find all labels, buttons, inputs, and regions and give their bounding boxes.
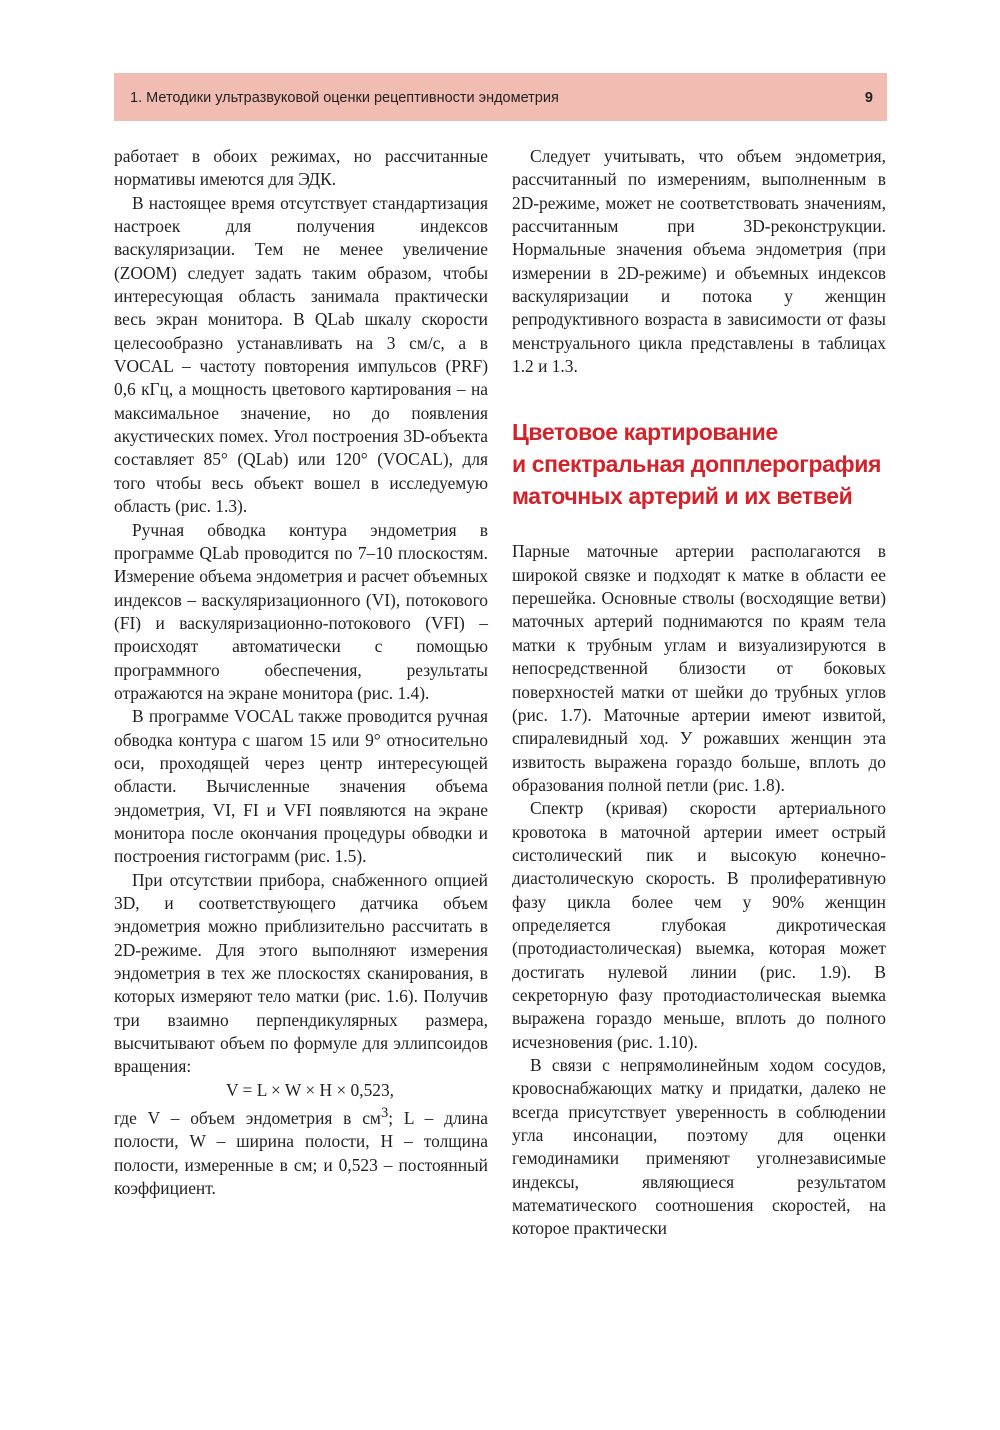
text-segment: ; L – длина полости, W – ширина полости, H – толщина полости, измеренные в см; и 0,523 – постоянный коэффициент.	[114, 1107, 488, 1198]
paragraph: Спектр (кривая) скорости артериального кровотока в маточной артерии имеет острый систолический пик и высокую конечно-диастолическую скорость. В пролиферативную фазу цикла более чем у 90% женщин определяется глубокая дикротическая (протодиастолическая) выемка, которая может достигать нулевой линии (рис. 1.9). В секреторную фазу протодиастолическая выемка выражена гораздо меньше, вплоть до полного исчезновения (рис. 1.10).	[512, 798, 886, 1052]
paragraph: В связи с непрямолинейным ходом сосудов, кровоснабжающих матку и придатки, далеко не всегда присутствует уверенность в соблюдении угла инсонации, поэтому для оценки гемодинамики применяют уголнезависимые индексы, являющиеся результатом математического соотношения скоростей, на которое практически	[512, 1055, 886, 1239]
paragraph: В программе VOCAL также проводится ручная обводка контура с шагом 15 или 9° относительно оси, проходящей через центр интересующей области. Вычисленные значения объема эндометрия, VI, FI и VFI появляются на экране монитора после окончания процедуры обводки и построения гистограмм (рис. 1.5).	[114, 706, 488, 867]
paragraph	[114, 1102, 488, 1200]
left-column	[114, 145, 488, 1200]
paragraph: При отсутствии прибора, снабженного опцией 3D, и соответствующего датчика объем эндометрия можно приблизительно рассчитать в 2D-режиме. Для этого выполняют измерения эндометрия в тех же плоскостях сканирования, в которых измеряют тело матки (рис. 1.6). Получив три взаимно перпендикулярных размера, высчитывают объем по формуле для эллипсоидов вращения:	[114, 869, 488, 1077]
paragraph: Ручная обводка контура эндометрия в программе QLab проводится по 7–10 плоскостям. Измерение объема эндометрия и расчет объемных индексов – васкуляризационного (VI), потокового (FI) и васкуляризационно-потокового (VFI) – происходят автоматически с помощью программного обеспечения, результаты отражаются на экране монитора (рис. 1.4).	[114, 519, 488, 703]
paragraph: работает в обоих режимах, но рассчитанные нормативы имеются для ЭДК.	[114, 146, 488, 190]
paragraph: Следует учитывать, что объем эндометрия, рассчитанный по измерениям, выполненным в 2D-режиме, может не соответствовать значениям, рассчитанным при 3D-реконструкции. Нормальные значения объема эндометрия (при измерении в 2D-режиме) и объемных индексов васкуляризации и потока у женщин репродуктивного возраста в зависимости от фазы менструального цикла представлены в таблицах 1.2 и 1.3.	[512, 146, 886, 377]
right-column	[512, 145, 886, 1241]
section-title-line: маточных артерий и их ветвей	[512, 483, 853, 510]
text-segment: где V – объем эндометрия в см	[114, 1107, 381, 1128]
running-header-title: 1. Методики ультразвуковой оценки рецептивности эндометрия	[130, 90, 559, 106]
running-header	[114, 73, 887, 121]
paragraph: В настоящее время отсутствует стандартизация настроек для получения индексов васкуляризации. Тем не менее увеличение (ZOOM) следует задать таким образом, чтобы интересующая область занимала практически весь экран монитора. В QLab шкалу скорости целесообразно устанавливать на 3 см/с, а в VOCAL – частоту повторения импульсов (PRF) 0,6 кГц, а мощность цветового картирования – на максимальное значение, но до появления акустических помех. Угол построения 3D-объекта составляет 85° (QLab) или 120° (VOCAL), для того чтобы весь объект вошел в исследуемую область (рис. 1.3).	[114, 192, 488, 517]
page-number: 9	[864, 90, 873, 106]
section-title-line: и спектральная допплерография	[512, 451, 882, 478]
paragraph: Парные маточные артерии располагаются в широкой связке и подходят к матке в области ее перешейка. Основные стволы (восходящие ветви) маточных артерий поднимаются по краям тела матки к трубным углам и визуализируются в непосредственной близости от боковых поверхностей матки от шейки до трубных углов (рис. 1.7). Маточные артерии имеют извитой, спиралевидный ход. У рожавших женщин эта извитость выражена гораздо больше, вплоть до образования полной петли (рис. 1.8).	[512, 541, 886, 795]
superscript: 3	[380, 1105, 389, 1122]
section-title	[512, 416, 886, 512]
section-title-line: Цветовое картирование	[512, 419, 778, 446]
formula: V = L × W × H × 0,523,	[225, 1079, 395, 1100]
